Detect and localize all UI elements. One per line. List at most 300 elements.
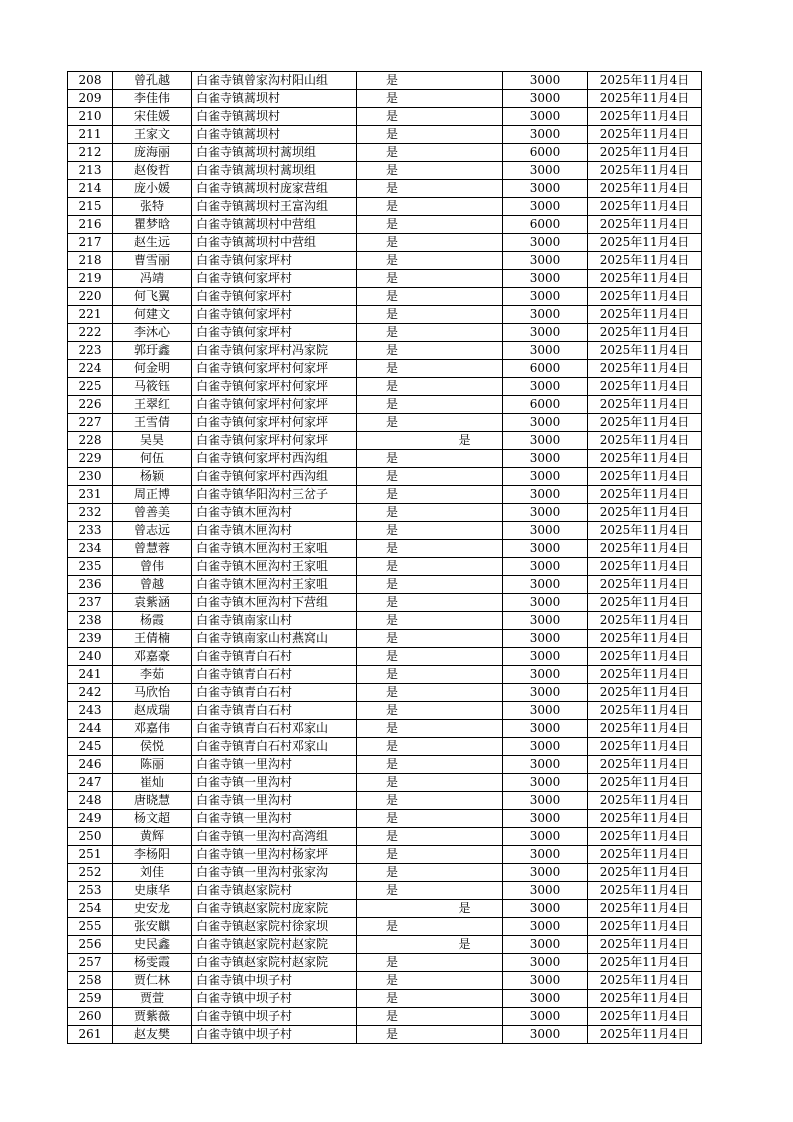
row-number: 210 — [68, 108, 113, 126]
table-row — [68, 954, 702, 972]
address-cell: 白雀寺镇一里沟村张家沟 — [192, 864, 357, 882]
flag-cell-2 — [427, 702, 503, 720]
flag-cell-2 — [427, 918, 503, 936]
amount-cell: 3000 — [503, 504, 588, 522]
table-row — [68, 936, 702, 954]
flag-cell-1: 是 — [357, 180, 428, 198]
amount-cell: 3000 — [503, 72, 588, 90]
flag-cell-2 — [427, 342, 503, 360]
row-number: 258 — [68, 972, 113, 990]
row-number: 256 — [68, 936, 113, 954]
row-number: 218 — [68, 252, 113, 270]
address-cell: 白雀寺镇何家坪村 — [192, 324, 357, 342]
flag-cell-1: 是 — [357, 576, 428, 594]
table-row — [68, 612, 702, 630]
address-cell: 白雀寺镇中坝子村 — [192, 990, 357, 1008]
date-cell: 2025年11月4日 — [588, 216, 702, 234]
flag-cell-1: 是 — [357, 918, 428, 936]
amount-cell: 3000 — [503, 756, 588, 774]
table-row — [68, 882, 702, 900]
person-name: 王翠红 — [113, 396, 192, 414]
flag-cell-2 — [427, 630, 503, 648]
address-cell: 白雀寺镇青白石村邓家山 — [192, 738, 357, 756]
person-name: 何金明 — [113, 360, 192, 378]
address-cell: 白雀寺镇何家坪村 — [192, 288, 357, 306]
row-number: 248 — [68, 792, 113, 810]
row-number: 244 — [68, 720, 113, 738]
person-name: 刘佳 — [113, 864, 192, 882]
flag-cell-1: 是 — [357, 414, 428, 432]
address-cell: 白雀寺镇蒿坝村中营组 — [192, 234, 357, 252]
address-cell: 白雀寺镇南家山村燕窝山 — [192, 630, 357, 648]
table-row — [68, 468, 702, 486]
date-cell: 2025年11月4日 — [588, 1008, 702, 1026]
row-number: 238 — [68, 612, 113, 630]
date-cell: 2025年11月4日 — [588, 738, 702, 756]
row-number: 253 — [68, 882, 113, 900]
address-cell: 白雀寺镇何家坪村 — [192, 270, 357, 288]
address-cell: 白雀寺镇何家坪村何家坪 — [192, 360, 357, 378]
address-cell: 白雀寺镇中坝子村 — [192, 1026, 357, 1044]
flag-cell-2 — [427, 720, 503, 738]
date-cell: 2025年11月4日 — [588, 864, 702, 882]
amount-cell: 3000 — [503, 774, 588, 792]
row-number: 228 — [68, 432, 113, 450]
flag-cell-2 — [427, 144, 503, 162]
address-cell: 白雀寺镇南家山村 — [192, 612, 357, 630]
person-name: 何建文 — [113, 306, 192, 324]
address-cell: 白雀寺镇青白石村 — [192, 702, 357, 720]
flag-cell-2 — [427, 882, 503, 900]
person-name: 李沐心 — [113, 324, 192, 342]
flag-cell-1: 是 — [357, 630, 428, 648]
row-number: 240 — [68, 648, 113, 666]
row-number: 255 — [68, 918, 113, 936]
table-row — [68, 252, 702, 270]
address-cell: 白雀寺镇赵家院村庞家院 — [192, 900, 357, 918]
address-cell: 白雀寺镇一里沟村 — [192, 756, 357, 774]
date-cell: 2025年11月4日 — [588, 882, 702, 900]
person-name: 李茹 — [113, 666, 192, 684]
person-name: 马欣怡 — [113, 684, 192, 702]
flag-cell-2 — [427, 1008, 503, 1026]
person-name: 贾紫薇 — [113, 1008, 192, 1026]
table-row — [68, 90, 702, 108]
address-cell: 白雀寺镇赵家院村赵家院 — [192, 936, 357, 954]
amount-cell: 3000 — [503, 864, 588, 882]
flag-cell-1 — [357, 900, 428, 918]
flag-cell-2 — [427, 792, 503, 810]
flag-cell-1: 是 — [357, 468, 428, 486]
person-name: 赵成瑞 — [113, 702, 192, 720]
amount-cell: 3000 — [503, 648, 588, 666]
amount-cell: 3000 — [503, 324, 588, 342]
table-row — [68, 504, 702, 522]
flag-cell-2 — [427, 774, 503, 792]
flag-cell-2 — [427, 666, 503, 684]
flag-cell-1: 是 — [357, 486, 428, 504]
person-name: 王倩楠 — [113, 630, 192, 648]
flag-cell-2 — [427, 288, 503, 306]
amount-cell: 3000 — [503, 594, 588, 612]
date-cell: 2025年11月4日 — [588, 180, 702, 198]
flag-cell-1: 是 — [357, 378, 428, 396]
row-number: 235 — [68, 558, 113, 576]
flag-cell-2 — [427, 558, 503, 576]
flag-cell-1: 是 — [357, 270, 428, 288]
flag-cell-2: 是 — [427, 432, 503, 450]
flag-cell-1: 是 — [357, 990, 428, 1008]
row-number: 243 — [68, 702, 113, 720]
flag-cell-2 — [427, 162, 503, 180]
flag-cell-1: 是 — [357, 612, 428, 630]
date-cell: 2025年11月4日 — [588, 342, 702, 360]
row-number: 222 — [68, 324, 113, 342]
amount-cell: 3000 — [503, 954, 588, 972]
address-cell: 白雀寺镇赵家院村徐家坝 — [192, 918, 357, 936]
date-cell: 2025年11月4日 — [588, 702, 702, 720]
row-number: 229 — [68, 450, 113, 468]
date-cell: 2025年11月4日 — [588, 450, 702, 468]
flag-cell-2 — [427, 684, 503, 702]
address-cell: 白雀寺镇蒿坝村 — [192, 90, 357, 108]
flag-cell-1: 是 — [357, 396, 428, 414]
amount-cell: 3000 — [503, 252, 588, 270]
row-number: 239 — [68, 630, 113, 648]
row-number: 226 — [68, 396, 113, 414]
date-cell: 2025年11月4日 — [588, 378, 702, 396]
row-number: 214 — [68, 180, 113, 198]
address-cell: 白雀寺镇何家坪村西沟组 — [192, 468, 357, 486]
amount-cell: 3000 — [503, 108, 588, 126]
flag-cell-1: 是 — [357, 558, 428, 576]
flag-cell-2 — [427, 396, 503, 414]
date-cell: 2025年11月4日 — [588, 594, 702, 612]
flag-cell-1: 是 — [357, 360, 428, 378]
date-cell: 2025年11月4日 — [588, 198, 702, 216]
amount-cell: 3000 — [503, 558, 588, 576]
address-cell: 白雀寺镇蒿坝村 — [192, 126, 357, 144]
address-cell: 白雀寺镇蒿坝村蒿坝组 — [192, 162, 357, 180]
amount-cell: 6000 — [503, 144, 588, 162]
table-row — [68, 270, 702, 288]
flag-cell-2 — [427, 468, 503, 486]
row-number: 233 — [68, 522, 113, 540]
row-number: 247 — [68, 774, 113, 792]
amount-cell: 3000 — [503, 270, 588, 288]
flag-cell-2 — [427, 594, 503, 612]
row-number: 254 — [68, 900, 113, 918]
address-cell: 白雀寺镇蒿坝村庞家营组 — [192, 180, 357, 198]
flag-cell-2 — [427, 270, 503, 288]
flag-cell-1: 是 — [357, 198, 428, 216]
flag-cell-1 — [357, 432, 428, 450]
row-number: 217 — [68, 234, 113, 252]
row-number: 257 — [68, 954, 113, 972]
date-cell: 2025年11月4日 — [588, 1026, 702, 1044]
table-row — [68, 972, 702, 990]
table-row — [68, 414, 702, 432]
table-row — [68, 288, 702, 306]
flag-cell-1: 是 — [357, 594, 428, 612]
flag-cell-1: 是 — [357, 252, 428, 270]
row-number: 212 — [68, 144, 113, 162]
roster-table — [67, 71, 702, 1044]
table-row — [68, 180, 702, 198]
address-cell: 白雀寺镇青白石村邓家山 — [192, 720, 357, 738]
amount-cell: 3000 — [503, 900, 588, 918]
row-number: 236 — [68, 576, 113, 594]
person-name: 李佳伟 — [113, 90, 192, 108]
table-row — [68, 576, 702, 594]
person-name: 袁紫涵 — [113, 594, 192, 612]
person-name: 史民鑫 — [113, 936, 192, 954]
person-name: 杨文超 — [113, 810, 192, 828]
date-cell: 2025年11月4日 — [588, 648, 702, 666]
table-row — [68, 630, 702, 648]
table-row — [68, 72, 702, 90]
flag-cell-1: 是 — [357, 702, 428, 720]
amount-cell: 3000 — [503, 972, 588, 990]
table-row — [68, 306, 702, 324]
table-row — [68, 720, 702, 738]
flag-cell-2 — [427, 198, 503, 216]
address-cell: 白雀寺镇木匣沟村 — [192, 522, 357, 540]
person-name: 邓嘉伟 — [113, 720, 192, 738]
row-number: 249 — [68, 810, 113, 828]
table-row — [68, 432, 702, 450]
date-cell: 2025年11月4日 — [588, 630, 702, 648]
amount-cell: 3000 — [503, 846, 588, 864]
table-row — [68, 792, 702, 810]
address-cell: 白雀寺镇何家坪村 — [192, 252, 357, 270]
table-row — [68, 234, 702, 252]
table-row — [68, 810, 702, 828]
row-number: 252 — [68, 864, 113, 882]
flag-cell-1: 是 — [357, 504, 428, 522]
flag-cell-1: 是 — [357, 342, 428, 360]
address-cell: 白雀寺镇一里沟村高湾组 — [192, 828, 357, 846]
table-row — [68, 648, 702, 666]
person-name: 赵友樊 — [113, 1026, 192, 1044]
address-cell: 白雀寺镇何家坪村西沟组 — [192, 450, 357, 468]
table-row — [68, 702, 702, 720]
flag-cell-2 — [427, 828, 503, 846]
table-row — [68, 1008, 702, 1026]
flag-cell-2 — [427, 414, 503, 432]
date-cell: 2025年11月4日 — [588, 792, 702, 810]
flag-cell-1: 是 — [357, 324, 428, 342]
row-number: 215 — [68, 198, 113, 216]
table-row — [68, 144, 702, 162]
flag-cell-1: 是 — [357, 666, 428, 684]
date-cell: 2025年11月4日 — [588, 576, 702, 594]
flag-cell-2 — [427, 306, 503, 324]
address-cell: 白雀寺镇何家坪村何家坪 — [192, 378, 357, 396]
address-cell: 白雀寺镇曾家沟村阳山组 — [192, 72, 357, 90]
row-number: 209 — [68, 90, 113, 108]
flag-cell-1: 是 — [357, 1026, 428, 1044]
row-number: 251 — [68, 846, 113, 864]
flag-cell-2 — [427, 360, 503, 378]
amount-cell: 6000 — [503, 396, 588, 414]
flag-cell-2 — [427, 108, 503, 126]
address-cell: 白雀寺镇木匣沟村下营组 — [192, 594, 357, 612]
flag-cell-2 — [427, 990, 503, 1008]
address-cell: 白雀寺镇赵家院村 — [192, 882, 357, 900]
amount-cell: 3000 — [503, 180, 588, 198]
table-row — [68, 828, 702, 846]
date-cell: 2025年11月4日 — [588, 990, 702, 1008]
person-name: 唐晓慧 — [113, 792, 192, 810]
address-cell: 白雀寺镇蒿坝村蒿坝组 — [192, 144, 357, 162]
date-cell: 2025年11月4日 — [588, 360, 702, 378]
amount-cell: 3000 — [503, 576, 588, 594]
flag-cell-2 — [427, 378, 503, 396]
table-row — [68, 594, 702, 612]
person-name: 曹雪丽 — [113, 252, 192, 270]
row-number: 219 — [68, 270, 113, 288]
flag-cell-2 — [427, 216, 503, 234]
person-name: 杨雯霞 — [113, 954, 192, 972]
person-name: 黄辉 — [113, 828, 192, 846]
amount-cell: 3000 — [503, 306, 588, 324]
table-row — [68, 918, 702, 936]
table-row — [68, 198, 702, 216]
flag-cell-1: 是 — [357, 108, 428, 126]
flag-cell-1: 是 — [357, 126, 428, 144]
person-name: 曾伟 — [113, 558, 192, 576]
person-name: 陈丽 — [113, 756, 192, 774]
address-cell: 白雀寺镇木匣沟村王家咀 — [192, 576, 357, 594]
amount-cell: 3000 — [503, 702, 588, 720]
amount-cell: 3000 — [503, 90, 588, 108]
amount-cell: 3000 — [503, 540, 588, 558]
flag-cell-1: 是 — [357, 810, 428, 828]
table-row — [68, 540, 702, 558]
amount-cell: 6000 — [503, 216, 588, 234]
flag-cell-2 — [427, 486, 503, 504]
date-cell: 2025年11月4日 — [588, 414, 702, 432]
amount-cell: 3000 — [503, 342, 588, 360]
address-cell: 白雀寺镇青白石村 — [192, 666, 357, 684]
date-cell: 2025年11月4日 — [588, 774, 702, 792]
person-name: 宋佳媛 — [113, 108, 192, 126]
table-row — [68, 450, 702, 468]
amount-cell: 3000 — [503, 828, 588, 846]
flag-cell-2 — [427, 612, 503, 630]
row-number: 242 — [68, 684, 113, 702]
flag-cell-1: 是 — [357, 234, 428, 252]
row-number: 232 — [68, 504, 113, 522]
person-name: 马筱钰 — [113, 378, 192, 396]
address-cell: 白雀寺镇一里沟村 — [192, 774, 357, 792]
address-cell: 白雀寺镇青白石村 — [192, 684, 357, 702]
person-name: 侯悦 — [113, 738, 192, 756]
row-number: 220 — [68, 288, 113, 306]
flag-cell-2 — [427, 522, 503, 540]
roster-table-body — [68, 72, 702, 1044]
table-row — [68, 990, 702, 1008]
address-cell: 白雀寺镇华阳沟村三岔子 — [192, 486, 357, 504]
amount-cell: 3000 — [503, 612, 588, 630]
row-number: 234 — [68, 540, 113, 558]
date-cell: 2025年11月4日 — [588, 468, 702, 486]
date-cell: 2025年11月4日 — [588, 90, 702, 108]
flag-cell-1: 是 — [357, 972, 428, 990]
date-cell: 2025年11月4日 — [588, 432, 702, 450]
row-number: 231 — [68, 486, 113, 504]
flag-cell-1: 是 — [357, 288, 428, 306]
address-cell: 白雀寺镇木匣沟村 — [192, 504, 357, 522]
date-cell: 2025年11月4日 — [588, 162, 702, 180]
person-name: 曾善美 — [113, 504, 192, 522]
amount-cell: 3000 — [503, 882, 588, 900]
address-cell: 白雀寺镇一里沟村 — [192, 810, 357, 828]
address-cell: 白雀寺镇一里沟村 — [192, 792, 357, 810]
date-cell: 2025年11月4日 — [588, 756, 702, 774]
row-number: 213 — [68, 162, 113, 180]
table-row — [68, 126, 702, 144]
table-row — [68, 522, 702, 540]
table-row — [68, 756, 702, 774]
flag-cell-1: 是 — [357, 792, 428, 810]
amount-cell: 3000 — [503, 918, 588, 936]
row-number: 261 — [68, 1026, 113, 1044]
person-name: 赵生远 — [113, 234, 192, 252]
person-name: 瞿梦晗 — [113, 216, 192, 234]
person-name: 杨霞 — [113, 612, 192, 630]
address-cell: 白雀寺镇何家坪村 — [192, 306, 357, 324]
flag-cell-1 — [357, 936, 428, 954]
table-row — [68, 846, 702, 864]
person-name: 吴昊 — [113, 432, 192, 450]
date-cell: 2025年11月4日 — [588, 900, 702, 918]
flag-cell-1: 是 — [357, 162, 428, 180]
flag-cell-2 — [427, 234, 503, 252]
table-row — [68, 216, 702, 234]
row-number: 237 — [68, 594, 113, 612]
table-row — [68, 360, 702, 378]
flag-cell-1: 是 — [357, 1008, 428, 1026]
amount-cell: 3000 — [503, 684, 588, 702]
amount-cell: 3000 — [503, 522, 588, 540]
table-row — [68, 738, 702, 756]
flag-cell-2 — [427, 648, 503, 666]
flag-cell-1: 是 — [357, 144, 428, 162]
flag-cell-2 — [427, 72, 503, 90]
amount-cell: 3000 — [503, 1026, 588, 1044]
row-number: 216 — [68, 216, 113, 234]
address-cell: 白雀寺镇蒿坝村 — [192, 108, 357, 126]
amount-cell: 3000 — [503, 738, 588, 756]
address-cell: 白雀寺镇中坝子村 — [192, 972, 357, 990]
person-name: 杨颖 — [113, 468, 192, 486]
flag-cell-1: 是 — [357, 846, 428, 864]
date-cell: 2025年11月4日 — [588, 720, 702, 738]
flag-cell-2 — [427, 180, 503, 198]
date-cell: 2025年11月4日 — [588, 666, 702, 684]
date-cell: 2025年11月4日 — [588, 972, 702, 990]
amount-cell: 3000 — [503, 720, 588, 738]
table-row — [68, 486, 702, 504]
person-name: 张特 — [113, 198, 192, 216]
flag-cell-1: 是 — [357, 522, 428, 540]
flag-cell-2 — [427, 810, 503, 828]
flag-cell-1: 是 — [357, 90, 428, 108]
flag-cell-2 — [427, 450, 503, 468]
date-cell: 2025年11月4日 — [588, 108, 702, 126]
